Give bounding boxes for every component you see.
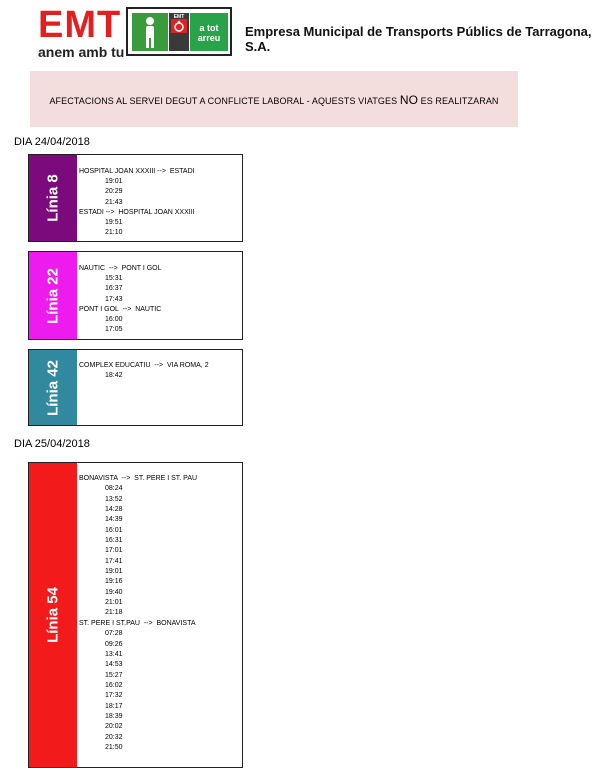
trip-time: 15:27 [105, 671, 123, 679]
logo-wordmark: EMT [38, 4, 122, 46]
trip-time: 17:43 [105, 295, 123, 303]
line-name: Línia 42 [44, 359, 62, 416]
trip-time: 14:53 [105, 661, 123, 669]
trip-time: 16:01 [105, 526, 123, 534]
trip-time: 17:32 [105, 692, 123, 700]
trip-time: 18:39 [105, 712, 123, 720]
line-name: Línia 54 [44, 587, 62, 643]
trip-time: 21:01 [105, 599, 123, 607]
trip-time: 17:41 [105, 557, 123, 565]
trip-time: 21:18 [105, 609, 123, 617]
notice-emphasis: NO [399, 93, 419, 107]
route-name: BONAVISTA --> ST. PERE I ST. PAU [79, 475, 198, 482]
schedule-list [79, 167, 195, 238]
line-band [29, 252, 77, 339]
person-icon [132, 13, 168, 51]
schedule-list [79, 264, 162, 335]
trip-time: 09:26 [105, 640, 123, 648]
trip-time: 16:02 [105, 681, 123, 689]
trip-time: 17:05 [105, 326, 123, 334]
line-card-42 [28, 349, 243, 426]
trip-time: 14:28 [105, 506, 123, 514]
schedule-list [79, 361, 209, 381]
logo-tagline: anem amb tu [38, 44, 125, 60]
route-name: ST. PERE I ST.PAU --> BONAVISTA [79, 619, 196, 627]
trip-time: 17:01 [105, 547, 123, 555]
trip-time: 21:43 [105, 198, 123, 206]
trip-time: 16:31 [105, 537, 123, 545]
notice-text [30, 93, 518, 107]
route-name: NAUTIC --> PONT I GOL [79, 265, 162, 272]
notice-prefix: AFECTACIONS AL SERVEI DEGUT A CONFLICTE LABORAL - AQUESTS VIATGES [49, 96, 400, 106]
trip-time: 21:10 [105, 229, 123, 237]
trip-time: 13:41 [105, 650, 123, 658]
company-name: Empresa Municipal de Transports Públics de Tarragona, S.A. [245, 24, 592, 54]
trip-time: 19:40 [105, 588, 123, 596]
trip-time: 16:37 [105, 285, 123, 293]
day-label: DIA 25/04/2018 [14, 438, 90, 450]
trip-time: 20:29 [105, 188, 123, 196]
trip-time: 20:02 [105, 723, 123, 731]
line-name: Línia 8 [44, 174, 62, 222]
trip-time: 20:32 [105, 733, 123, 741]
line-band [29, 155, 77, 241]
line-band [29, 350, 77, 425]
trip-time: 18:17 [105, 702, 123, 710]
route-name: PONT I GOL --> NAUTIC [79, 305, 162, 313]
trip-time: 19:01 [105, 178, 123, 186]
schedule-list [79, 474, 197, 753]
route-name: ESTADI --> HOSPITAL JOAN XXXIII [79, 208, 195, 216]
trip-time: 19:16 [105, 578, 123, 586]
trip-time: 21:50 [105, 743, 123, 751]
accessibility-badge [126, 7, 232, 56]
line-name: Línia 22 [44, 267, 62, 324]
trip-time: 16:00 [105, 316, 123, 324]
trip-time: 07:28 [105, 630, 123, 638]
trip-time: 19:01 [105, 568, 123, 576]
trip-time: 13:52 [105, 495, 123, 503]
line-card-54 [28, 462, 243, 768]
trip-time: 08:24 [105, 485, 123, 493]
trip-time: 19:51 [105, 219, 123, 227]
line-card-22 [28, 251, 243, 340]
trip-time: 18:42 [105, 372, 123, 380]
page-header [0, 0, 607, 62]
line-band [29, 463, 77, 767]
badge-text: a tot arreu [197, 23, 221, 43]
line-card-8 [28, 154, 243, 242]
route-name: HOSPITAL JOAN XXXIII --> ESTADI [79, 168, 195, 175]
trip-time: 14:39 [105, 516, 123, 524]
emt-logo [38, 6, 124, 59]
badge-top-text: EMT [173, 14, 185, 20]
notice-suffix: ES REALITZARAN [418, 96, 499, 106]
day-label: DIA 24/04/2018 [14, 136, 90, 148]
route-name: COMPLEX EDUCATIU --> VIA ROMA, 2 [79, 362, 209, 369]
service-notice [30, 71, 518, 127]
trip-time: 15:31 [105, 275, 123, 283]
